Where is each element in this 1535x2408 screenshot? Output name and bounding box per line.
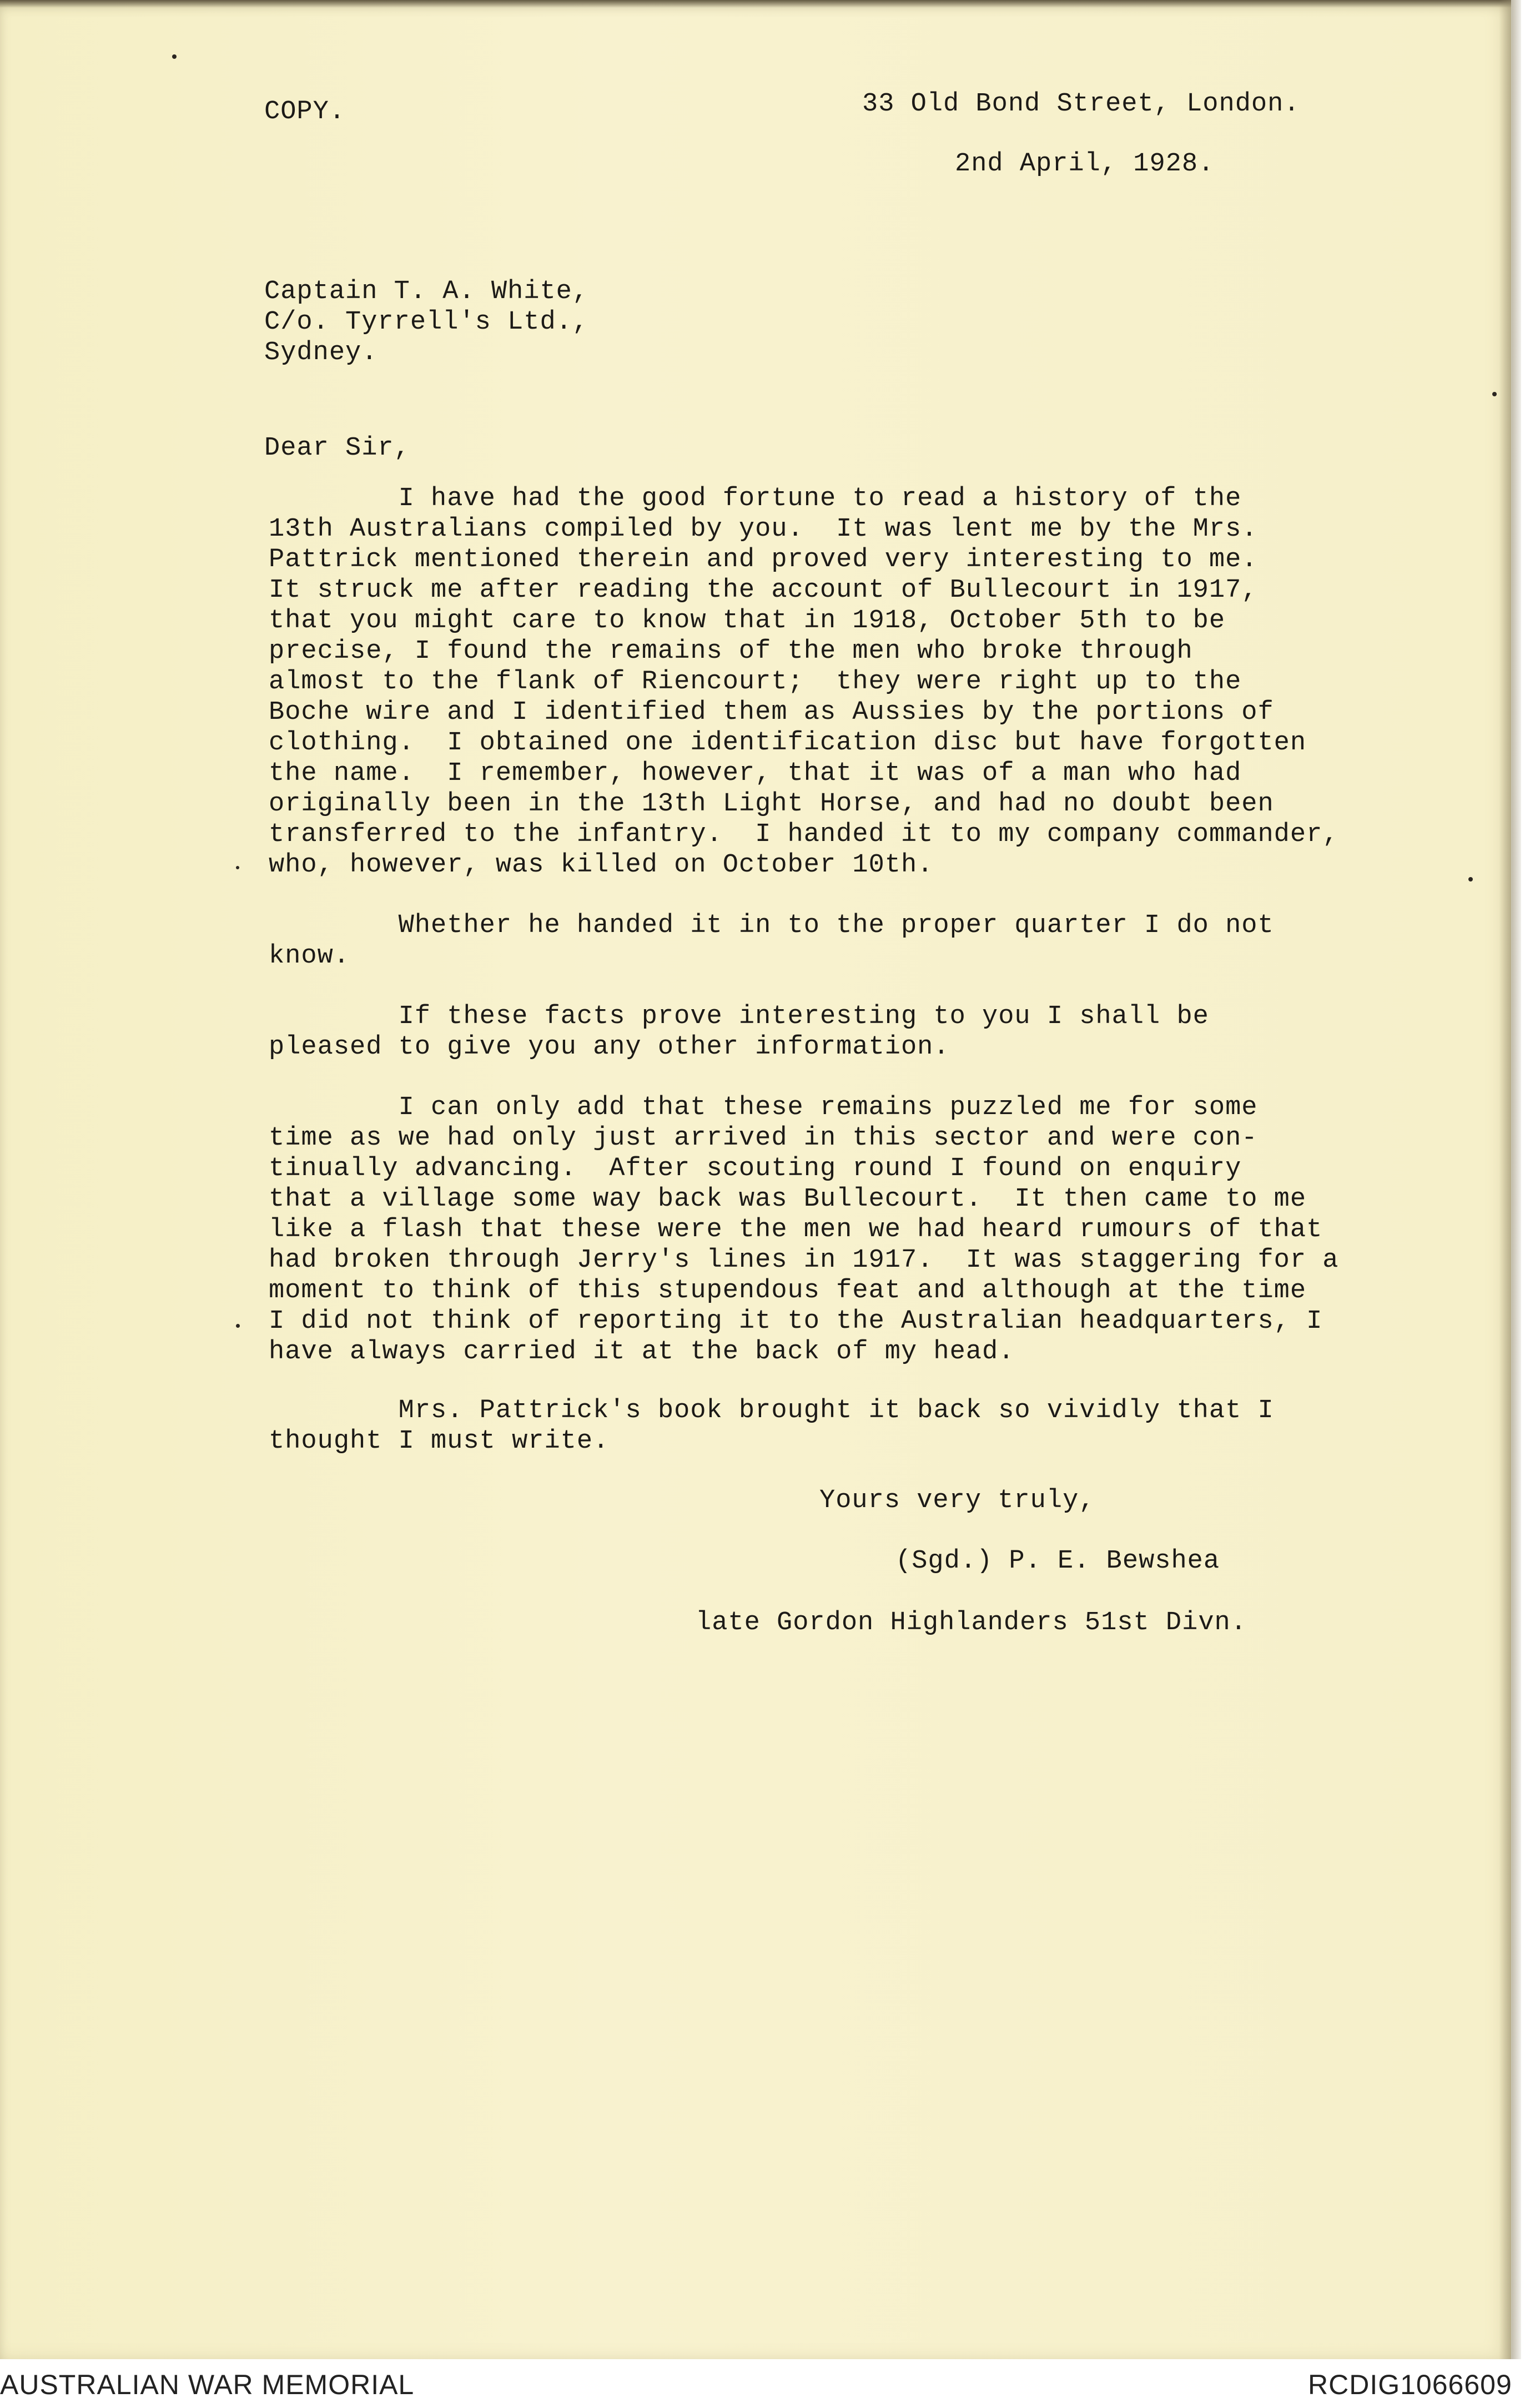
body-line: that you might care to know that in 1918, October 5th to be <box>269 606 1226 636</box>
institution-caption: AUSTRALIAN WAR MEMORIAL <box>0 2369 415 2400</box>
body-line: precise, I found the remains of the men who broke through <box>269 637 1193 666</box>
ink-speck <box>236 866 239 869</box>
reference-caption: RCDIG1066609 <box>1308 2369 1512 2400</box>
ink-speck <box>172 54 177 59</box>
body-line: originally been in the 13th Light Horse, and had no doubt been <box>269 789 1274 819</box>
closing: Yours very truly, <box>819 1486 1095 1515</box>
recipient-line: Sydney. <box>264 338 378 367</box>
body-line: pleased to give you any other information. <box>269 1032 950 1062</box>
body-line: the name. I remember, however, that it was of a man who had <box>269 759 1242 788</box>
body-line: moment to think of this stupendous feat and although at the time <box>269 1276 1307 1306</box>
ink-speck <box>1468 877 1473 881</box>
body-line: Boche wire and I identified them as Aussies by the portions of <box>269 698 1274 727</box>
body-line: time as we had only just arrived in this sector and were con- <box>269 1124 1258 1153</box>
recipient-line: Captain T. A. White, <box>264 277 589 306</box>
salutation: Dear Sir, <box>264 434 410 463</box>
ink-speck <box>236 1324 240 1328</box>
body-line: that a village some way back was Bullecourt. It then came to me <box>269 1185 1307 1214</box>
body-line: know. <box>269 941 350 971</box>
ink-speck <box>1492 392 1497 396</box>
body-line: Whether he handed it in to the proper quarter I do not <box>269 911 1274 940</box>
body-line: I can only add that these remains puzzled me for some <box>269 1093 1258 1122</box>
sender-address: 33 Old Bond Street, London. <box>862 89 1300 119</box>
body-line: It struck me after reading the account of Bullecourt in 1917, <box>269 576 1258 605</box>
body-line: who, however, was killed on October 10th. <box>269 850 934 880</box>
body-line: I did not think of reporting it to the Australian headquarters, I <box>269 1307 1323 1336</box>
body-line: tinually advancing. After scouting round I found on enquiry <box>269 1154 1242 1183</box>
letter-date: 2nd April, 1928. <box>955 149 1215 179</box>
paper-top-edge <box>0 0 1511 8</box>
body-line: almost to the flank of Riencourt; they were right up to the <box>269 667 1242 697</box>
body-line: had broken through Jerry's lines in 1917. It was staggering for a <box>269 1246 1339 1275</box>
body-line: Mrs. Pattrick's book brought it back so vividly that I <box>269 1396 1274 1425</box>
body-line: If these facts prove interesting to you I shall be <box>269 1002 1209 1031</box>
paper-right-edge <box>1499 0 1521 2359</box>
body-line: Pattrick mentioned therein and proved very interesting to me. <box>269 545 1258 575</box>
body-line: like a flash that these were the men we had heard rumours of that <box>269 1215 1323 1245</box>
body-line: have always carried it at the back of my head. <box>269 1337 1015 1367</box>
body-line: thought I must write. <box>269 1427 610 1456</box>
copy-label: COPY. <box>264 97 346 127</box>
recipient-line: C/o. Tyrrell's Ltd., <box>264 308 589 337</box>
body-line: clothing. I obtained one identification disc but have forgotten <box>269 728 1307 758</box>
signature-title: late Gordon Highlanders 51st Divn. <box>696 1608 1247 1638</box>
body-line: 13th Australians compiled by you. It was lent me by the Mrs. <box>269 515 1258 544</box>
body-line: transferred to the infantry. I handed it to my company commander, <box>269 820 1339 849</box>
body-line: I have had the good fortune to read a history of the <box>269 484 1242 513</box>
signature: (Sgd.) P. E. Bewshea <box>895 1546 1220 1576</box>
